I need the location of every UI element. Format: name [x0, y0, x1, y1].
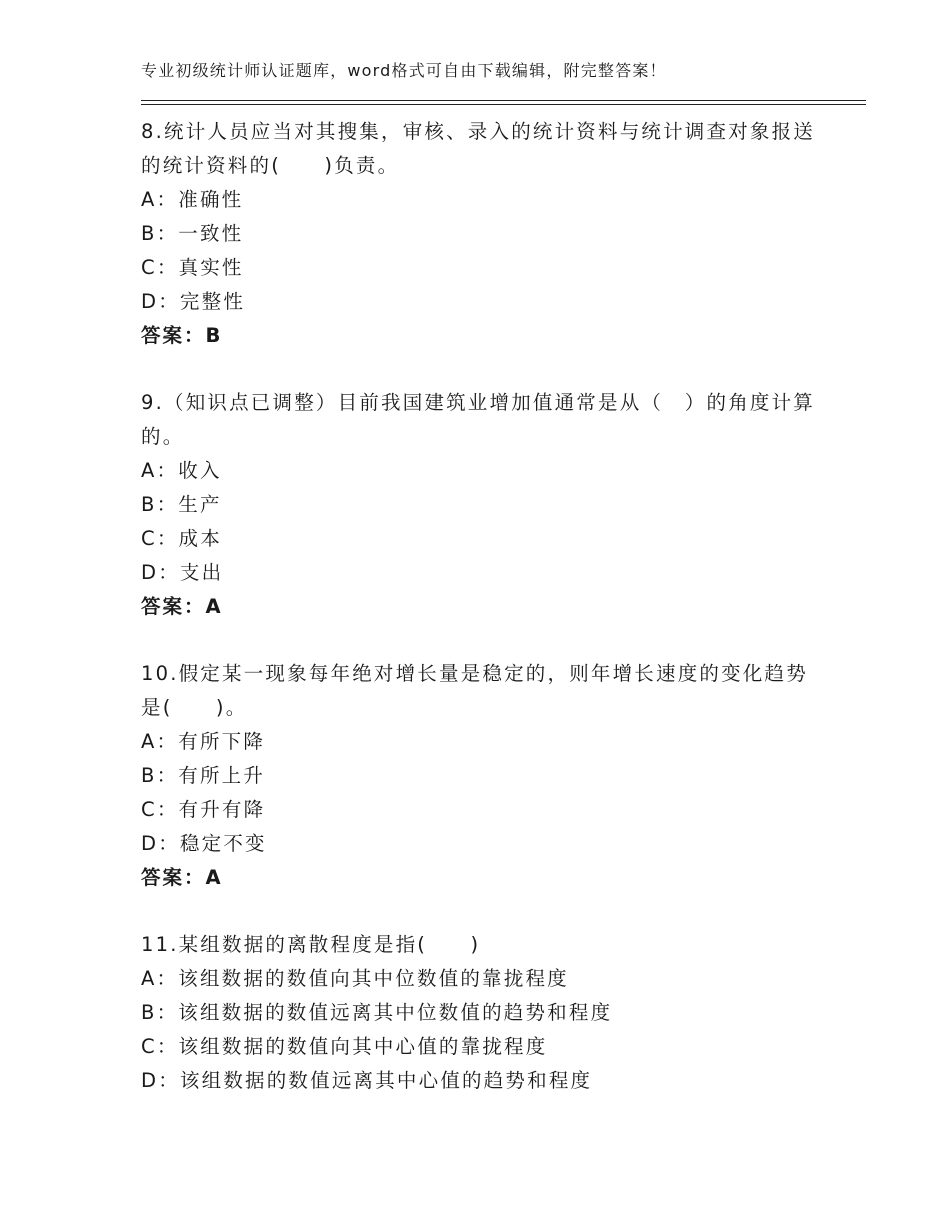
option-d: D：支出 — [141, 561, 224, 584]
header-rule-bottom — [141, 104, 866, 105]
option-c: C：成本 — [141, 527, 222, 550]
question-text: 10.假定某一现象每年绝对增长量是稳定的，则年增长速度的变化趋势是( )。 — [141, 662, 808, 719]
option-a: A：该组数据的数值向其中位数值的靠拢程度 — [141, 967, 569, 990]
answer-label: 答案：A — [141, 595, 223, 618]
option-c: C：真实性 — [141, 256, 244, 279]
question-text: 9.（知识点已调整）目前我国建筑业增加值通常是从（ ）的角度计算的。 — [141, 391, 816, 448]
option-a: A：准确性 — [141, 188, 244, 211]
option-c: C：有升有降 — [141, 798, 266, 821]
header-rule-top — [141, 100, 866, 101]
question-text: 11.某组数据的离散程度是指( ) — [141, 933, 481, 956]
question-11 — [141, 928, 821, 1098]
question-list — [141, 115, 821, 1098]
option-d: D：完整性 — [141, 290, 246, 313]
option-d: D：该组数据的数值远离其中心值的趋势和程度 — [141, 1069, 593, 1092]
option-b: B：该组数据的数值远离其中位数值的趋势和程度 — [141, 1001, 613, 1024]
option-b: B：一致性 — [141, 222, 244, 245]
answer-label: 答案：A — [141, 866, 223, 889]
option-c: C：该组数据的数值向其中心值的靠拢程度 — [141, 1035, 548, 1058]
answer-label: 答案：B — [141, 324, 223, 347]
question-10 — [141, 657, 821, 895]
option-a: A：有所下降 — [141, 730, 266, 753]
question-text: 8.统计人员应当对其搜集，审核、录入的统计资料与统计调查对象报送的统计资料的( )负责。 — [141, 120, 816, 177]
option-d: D：稳定不变 — [141, 832, 267, 855]
page-header: 专业初级统计师认证题库，word格式可自由下载编辑，附完整答案！ — [141, 61, 667, 80]
option-a: A：收入 — [141, 459, 222, 482]
question-9 — [141, 386, 821, 624]
question-8 — [141, 115, 821, 353]
option-b: B：有所上升 — [141, 764, 266, 787]
option-b: B：生产 — [141, 493, 222, 516]
